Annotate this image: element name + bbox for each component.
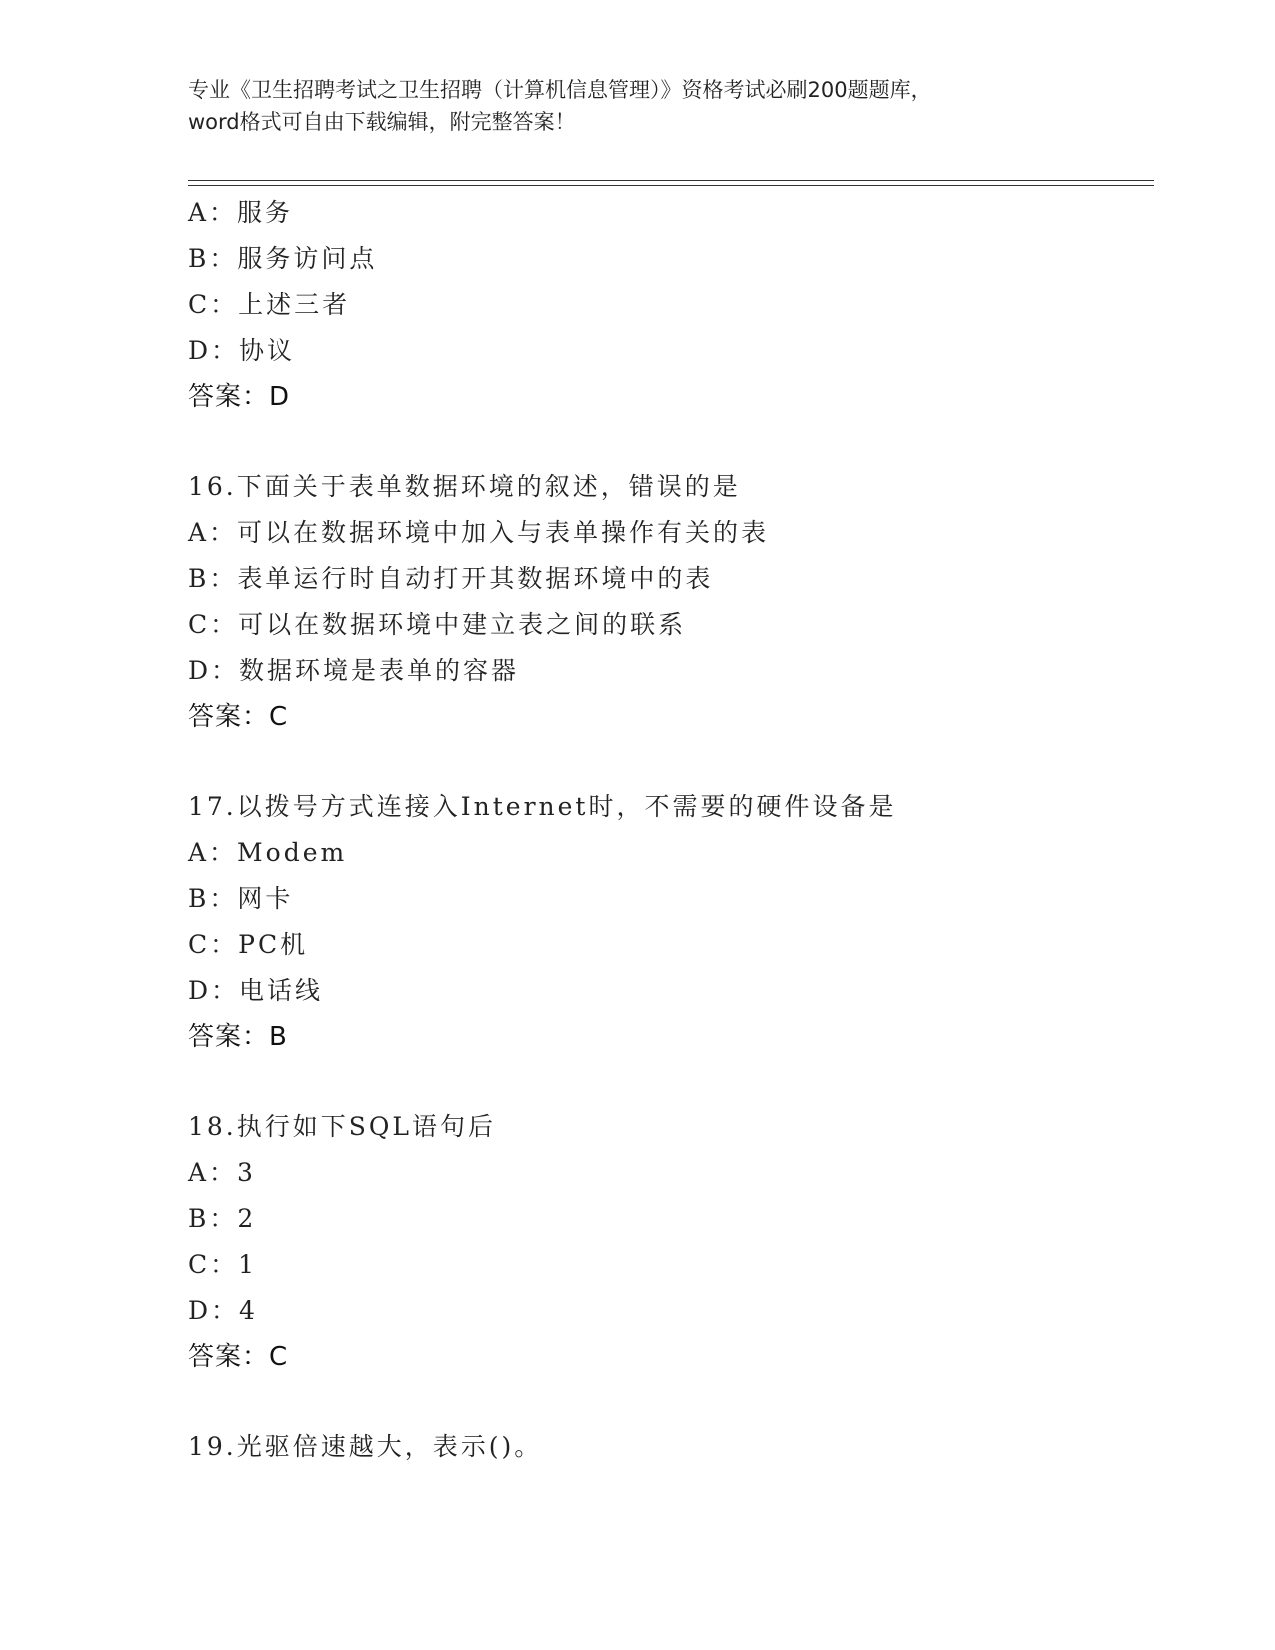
question-17-block	[188, 784, 1148, 1060]
option-d: D：协议	[188, 336, 296, 365]
answer-label: 答案：B	[188, 1022, 288, 1052]
option-c: C：1	[188, 1250, 258, 1279]
question-text: 17.以拨号方式连接入Internet时，不需要的硬件设备是	[188, 792, 897, 821]
option-d: D：4	[188, 1296, 258, 1325]
question-19-block	[188, 1424, 1148, 1470]
option-c: C：上述三者	[188, 290, 351, 319]
header-divider-bottom	[188, 185, 1154, 186]
header-divider-top	[188, 180, 1154, 181]
question-18-block	[188, 1104, 1148, 1380]
question-16-block	[188, 464, 1148, 740]
option-c: C：PC机	[188, 930, 309, 959]
option-d: D：电话线	[188, 976, 324, 1005]
answer-label: 答案：C	[188, 702, 289, 732]
header-title-line-2: word格式可自由下载编辑，附完整答案！	[188, 110, 576, 134]
option-a: A：Modem	[188, 838, 348, 867]
option-b: B：服务访问点	[188, 244, 378, 273]
option-b: B：表单运行时自动打开其数据环境中的表	[188, 564, 714, 593]
option-a: A：服务	[188, 198, 294, 227]
option-a: A：3	[188, 1158, 256, 1187]
answer-label: 答案：C	[188, 1342, 289, 1372]
question-text: 18.执行如下SQL语句后	[188, 1112, 496, 1141]
question-list	[188, 190, 1148, 1470]
option-d: D：数据环境是表单的容器	[188, 656, 520, 685]
question-text: 19.光驱倍速越大，表示()。	[188, 1432, 543, 1461]
question-text: 16.下面关于表单数据环境的叙述，错误的是	[188, 472, 741, 501]
question-15-block	[188, 190, 1148, 420]
option-a: A：可以在数据环境中加入与表单操作有关的表	[188, 518, 770, 547]
document-header	[188, 74, 1108, 138]
answer-label: 答案：D	[188, 382, 291, 412]
option-b: B：2	[188, 1204, 257, 1233]
header-title-line-1: 专业《卫生招聘考试之卫生招聘（计算机信息管理）》资格考试必刷200题题库，	[188, 78, 932, 102]
option-b: B：网卡	[188, 884, 294, 913]
option-c: C：可以在数据环境中建立表之间的联系	[188, 610, 687, 639]
